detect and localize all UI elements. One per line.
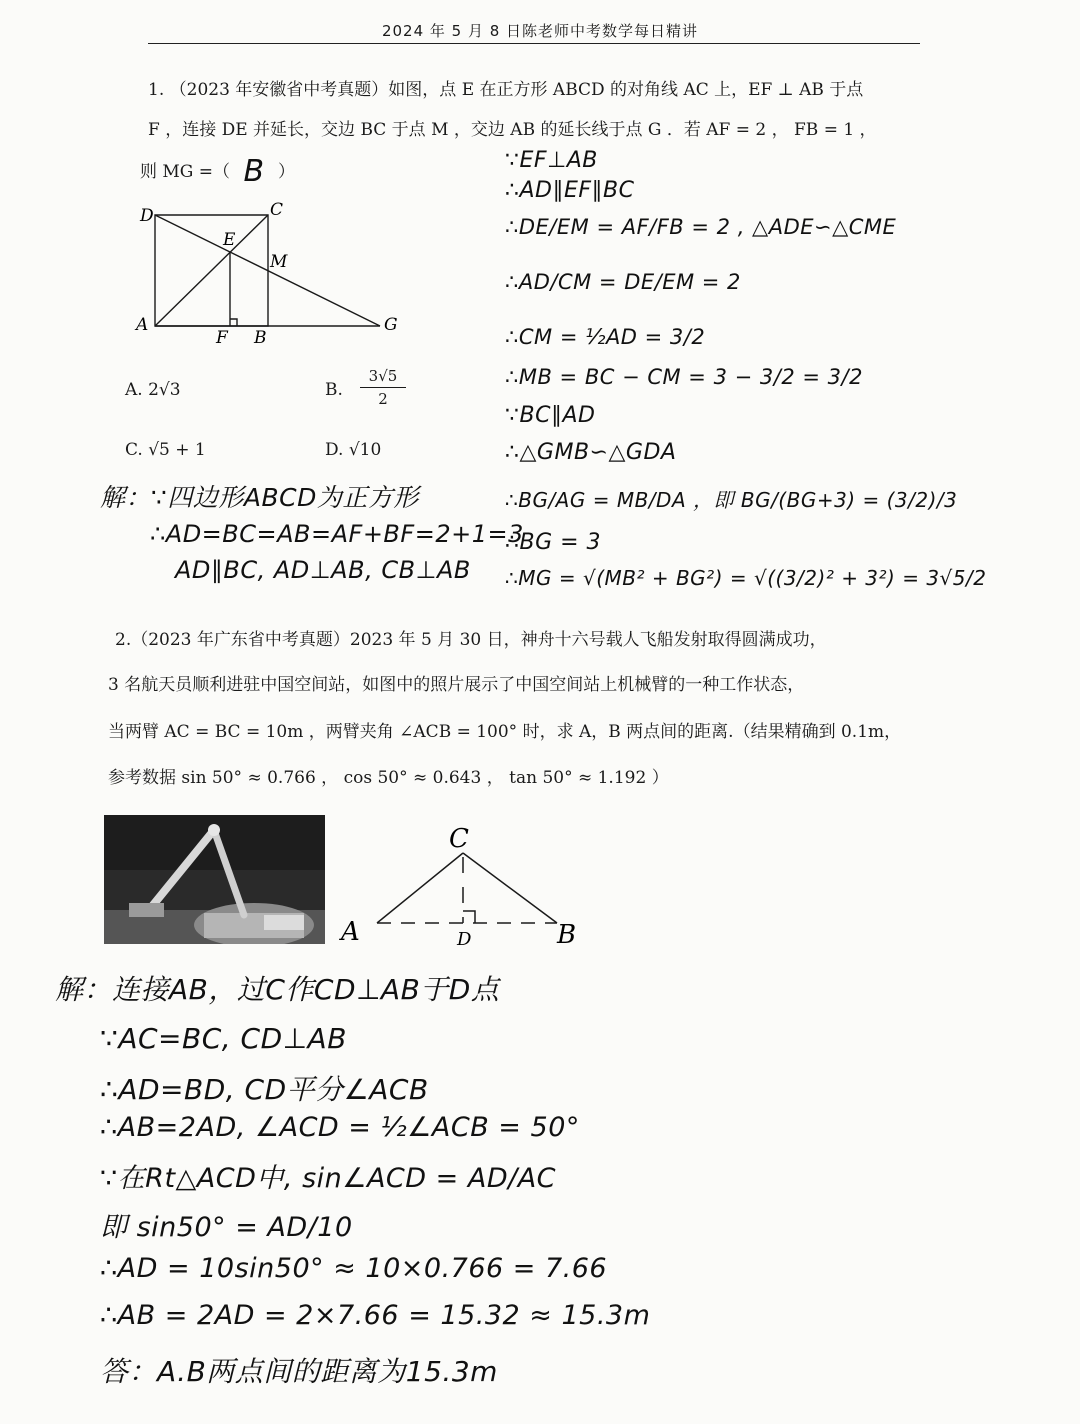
label-f: F bbox=[216, 328, 228, 348]
robotic-arm-image bbox=[104, 815, 325, 944]
diagonal-ac bbox=[155, 215, 268, 326]
q1-hw-right-11: ∴MG = √(MB² + BG²) = √((3/2)² + 3²) = 3√5/2 bbox=[505, 566, 987, 590]
q2-line-4: 参考数据 sin 50° ≈ 0.766 ， cos 50° ≈ 0.643 ， tan 50° ≈ 1.192 ） bbox=[108, 768, 669, 788]
right-angle-mark-d bbox=[463, 911, 475, 923]
q2-hw-7: ∴AD = 10sin50° ≈ 10×0.766 = 7.66 bbox=[100, 1253, 608, 1284]
q2-hw-4: ∴AB=2AD, ∠ACD = ½∠ACB = 50° bbox=[100, 1112, 580, 1143]
label-m: M bbox=[270, 252, 288, 272]
option-d: D. √10 bbox=[325, 440, 382, 460]
q1-line-3 bbox=[140, 154, 295, 189]
q1-hw-left-2: ∴AD=BC=AB=AF+BF=2+1=3 bbox=[150, 520, 524, 548]
page-header: 2024 年 5 月 8 日陈老师中考数学每日精讲 bbox=[381, 22, 699, 40]
q1-hw-right-1: ∵EF⊥AB bbox=[505, 148, 598, 173]
q1-hw-right-9: ∴BG/AG = MB/DA ，即 BG/(BG+3) = (3/2)/3 bbox=[505, 488, 958, 512]
q1-hw-right-6: ∴MB = BC − CM = 3 − 3/2 = 3/2 bbox=[505, 365, 863, 389]
q2-line-3: 当两臂 AC = BC = 10m ，两臂夹角 ∠ACB = 100° 时，求 A，B 两点间的距离.（结果精确到 0.1m， bbox=[108, 722, 902, 742]
q1-hw-right-4: ∴AD/CM = DE/EM = 2 bbox=[505, 270, 741, 294]
q2-figure bbox=[335, 815, 595, 955]
label-b: B bbox=[254, 328, 267, 348]
label-c: C bbox=[270, 200, 284, 220]
q1-line-1: 1. （2023 年安徽省中考真题）如图，点 E 在正方形 ABCD 的对角线 AC 上，EF ⊥ AB 于点 bbox=[148, 80, 864, 100]
option-a: A. 2√3 bbox=[125, 380, 181, 400]
line-bc bbox=[463, 853, 557, 923]
label-e: E bbox=[223, 230, 236, 250]
q1-hw-left-3: AD∥BC, AD⊥AB, CB⊥AB bbox=[175, 556, 471, 584]
option-b-denominator: 2 bbox=[378, 390, 388, 408]
q1-handwritten-answer: B bbox=[243, 154, 265, 189]
q2-line-1: 2.（2023 年广东省中考真题）2023 年 5 月 30 日，神舟十六号载人飞船发射取得圆满成功， bbox=[115, 630, 827, 650]
q2-hw-5: ∵在Rt△ACD中, sin∠ACD = AD/AC bbox=[100, 1163, 557, 1194]
q1-hw-right-7: ∵BC∥AD bbox=[505, 403, 596, 428]
q1-hw-right-5: ∴CM = ½AD = 3/2 bbox=[505, 325, 706, 349]
q2-hw-8: ∴AB = 2AD = 2×7.66 = 15.32 ≈ 15.3m bbox=[100, 1300, 651, 1331]
q1-line-2: F ，连接 DE 并延长，交边 BC 于点 M ，交边 AB 的延长线于点 G ．若 AF = 2 ， FB = 1 ， bbox=[148, 120, 877, 140]
q2-hw-6: 即 sin50° = AD/10 bbox=[100, 1212, 353, 1243]
q2-hw-9: 答：A.B两点间的距离为15.3m bbox=[100, 1355, 498, 1388]
option-b-numerator: 3√5 bbox=[360, 367, 406, 388]
label-a: A bbox=[136, 315, 149, 335]
q2-hw-2: ∵AC=BC, CD⊥AB bbox=[100, 1022, 347, 1055]
label-a2: A bbox=[341, 917, 360, 947]
label-c2: C bbox=[449, 824, 469, 854]
line-ac bbox=[377, 853, 463, 923]
option-c: C. √5 + 1 bbox=[125, 440, 206, 460]
q1-question-suffix: ） bbox=[277, 162, 295, 182]
q1-hw-right-3: ∴DE/EM = AF/FB = 2 , △ADE∽△CME bbox=[505, 215, 897, 239]
header-rule bbox=[148, 43, 920, 44]
label-d: D bbox=[140, 206, 154, 226]
option-b-label: B. bbox=[325, 380, 343, 400]
q1-hw-right-2: ∴AD∥EF∥BC bbox=[505, 178, 635, 203]
robotic-arm-photo bbox=[104, 815, 325, 944]
q1-question-prefix: 则 MG =（ bbox=[140, 162, 231, 182]
label-b2: B bbox=[557, 920, 577, 950]
option-b-fraction bbox=[360, 367, 406, 408]
label-d2: D bbox=[457, 929, 472, 950]
right-angle-mark-f bbox=[230, 319, 237, 326]
q2-hw-1: 解：连接AB，过C作CD⊥AB于D点 bbox=[55, 973, 500, 1006]
q1-hw-right-10: ∴BG = 3 bbox=[505, 530, 602, 555]
q1-figure bbox=[130, 195, 410, 350]
q1-hw-left-1: 解：∵四边形ABCD为正方形 bbox=[100, 483, 419, 512]
label-g: G bbox=[384, 315, 398, 335]
q2-hw-3: ∴AD=BD, CD平分∠ACB bbox=[100, 1073, 429, 1106]
q2-line-2: 3 名航天员顺利进驻中国空间站，如图中的照片展示了中国空间站上机械臂的一种工作状态， bbox=[108, 675, 805, 695]
q1-hw-right-8: ∴△GMB∽△GDA bbox=[505, 440, 677, 465]
